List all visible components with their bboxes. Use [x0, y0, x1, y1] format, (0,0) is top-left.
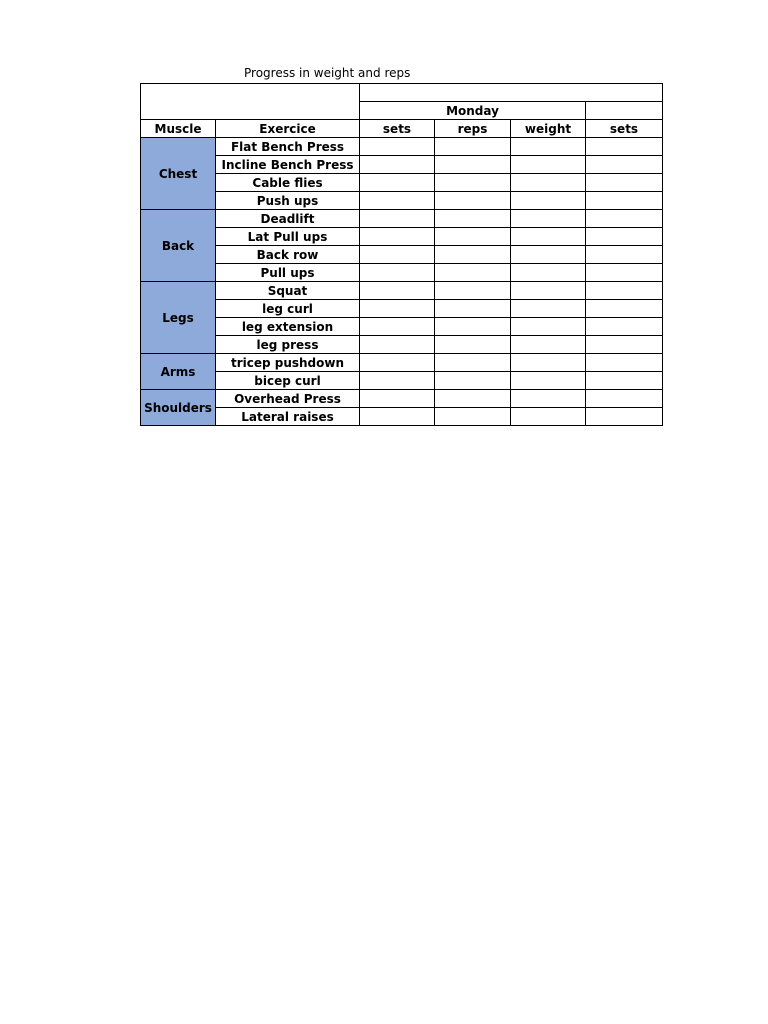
reps-input-cell[interactable] — [435, 354, 511, 372]
sets-col-header-2: sets — [586, 120, 663, 138]
exercise-cell: Overhead Press — [216, 390, 360, 408]
sets-input-cell[interactable] — [360, 372, 435, 390]
table-row — [141, 372, 663, 390]
table-row — [141, 408, 663, 426]
sets-input-cell[interactable] — [360, 318, 435, 336]
sets-input-cell[interactable] — [360, 354, 435, 372]
blank-header-cell — [141, 84, 360, 120]
exercise-cell: tricep pushdown — [216, 354, 360, 372]
table-row — [141, 336, 663, 354]
sets-2-input-cell[interactable] — [586, 354, 663, 372]
sets-2-input-cell[interactable] — [586, 300, 663, 318]
reps-input-cell[interactable] — [435, 390, 511, 408]
sets-input-cell[interactable] — [360, 264, 435, 282]
sets-2-input-cell[interactable] — [586, 264, 663, 282]
exercise-cell: leg curl — [216, 300, 360, 318]
sets-2-input-cell[interactable] — [586, 228, 663, 246]
sets-col-header: sets — [360, 120, 435, 138]
sheet-title: Progress in weight and reps — [244, 66, 411, 80]
sets-input-cell[interactable] — [360, 138, 435, 156]
sets-2-input-cell[interactable] — [586, 390, 663, 408]
exercise-cell: Incline Bench Press — [216, 156, 360, 174]
sets-input-cell[interactable] — [360, 336, 435, 354]
header-row-top — [141, 84, 663, 102]
exercise-cell: Flat Bench Press — [216, 138, 360, 156]
exercise-cell: Pull ups — [216, 264, 360, 282]
sets-2-input-cell[interactable] — [586, 318, 663, 336]
table-row — [141, 192, 663, 210]
reps-input-cell[interactable] — [435, 264, 511, 282]
day-header: Monday — [360, 102, 586, 120]
exercise-cell: Back row — [216, 246, 360, 264]
reps-input-cell[interactable] — [435, 156, 511, 174]
weight-input-cell[interactable] — [511, 372, 586, 390]
sets-input-cell[interactable] — [360, 156, 435, 174]
exercise-cell: Lateral raises — [216, 408, 360, 426]
weight-input-cell[interactable] — [511, 228, 586, 246]
sets-input-cell[interactable] — [360, 408, 435, 426]
weight-input-cell[interactable] — [511, 318, 586, 336]
table-row — [141, 354, 663, 372]
table-row — [141, 156, 663, 174]
sets-2-input-cell[interactable] — [586, 336, 663, 354]
sets-input-cell[interactable] — [360, 282, 435, 300]
table-row — [141, 300, 663, 318]
reps-input-cell[interactable] — [435, 408, 511, 426]
weight-input-cell[interactable] — [511, 210, 586, 228]
weight-input-cell[interactable] — [511, 138, 586, 156]
reps-input-cell[interactable] — [435, 174, 511, 192]
muscle-col-header: Muscle — [141, 120, 216, 138]
reps-col-header: reps — [435, 120, 511, 138]
exercise-cell: Cable flies — [216, 174, 360, 192]
table-row — [141, 282, 663, 300]
sets-2-input-cell[interactable] — [586, 192, 663, 210]
exercise-cell: Deadlift — [216, 210, 360, 228]
exercise-cell: Lat Pull ups — [216, 228, 360, 246]
weight-col-header: weight — [511, 120, 586, 138]
exercise-cell: leg press — [216, 336, 360, 354]
reps-input-cell[interactable] — [435, 336, 511, 354]
sets-2-input-cell[interactable] — [586, 174, 663, 192]
exercise-col-header: Exercice — [216, 120, 360, 138]
sets-input-cell[interactable] — [360, 192, 435, 210]
table-row — [141, 264, 663, 282]
sets-2-input-cell[interactable] — [586, 372, 663, 390]
weight-input-cell[interactable] — [511, 156, 586, 174]
weight-input-cell[interactable] — [511, 354, 586, 372]
sets-2-input-cell[interactable] — [586, 210, 663, 228]
sets-input-cell[interactable] — [360, 390, 435, 408]
muscle-group-cell: Arms — [141, 354, 216, 390]
next-day-header[interactable] — [586, 102, 663, 120]
reps-input-cell[interactable] — [435, 228, 511, 246]
weight-input-cell[interactable] — [511, 390, 586, 408]
exercise-cell: Squat — [216, 282, 360, 300]
sets-input-cell[interactable] — [360, 228, 435, 246]
table-row — [141, 318, 663, 336]
reps-input-cell[interactable] — [435, 318, 511, 336]
sets-input-cell[interactable] — [360, 210, 435, 228]
muscle-group-cell: Shoulders — [141, 390, 216, 426]
sets-2-input-cell[interactable] — [586, 408, 663, 426]
sets-2-input-cell[interactable] — [586, 138, 663, 156]
sets-2-input-cell[interactable] — [586, 156, 663, 174]
table-row — [141, 210, 663, 228]
weight-input-cell[interactable] — [511, 336, 586, 354]
sets-input-cell[interactable] — [360, 300, 435, 318]
sets-2-input-cell[interactable] — [586, 282, 663, 300]
sets-input-cell[interactable] — [360, 174, 435, 192]
sets-input-cell[interactable] — [360, 246, 435, 264]
reps-input-cell[interactable] — [435, 210, 511, 228]
exercise-cell: bicep curl — [216, 372, 360, 390]
top-blank-cell[interactable] — [360, 84, 663, 102]
table-row — [141, 246, 663, 264]
weight-input-cell[interactable] — [511, 192, 586, 210]
reps-input-cell[interactable] — [435, 138, 511, 156]
header-row-columns — [141, 120, 663, 138]
sets-2-input-cell[interactable] — [586, 246, 663, 264]
reps-input-cell[interactable] — [435, 246, 511, 264]
muscle-group-cell: Back — [141, 210, 216, 282]
table-row — [141, 228, 663, 246]
weight-input-cell[interactable] — [511, 408, 586, 426]
table-row — [141, 138, 663, 156]
weight-input-cell[interactable] — [511, 300, 586, 318]
muscle-group-cell: Chest — [141, 138, 216, 210]
weight-input-cell[interactable] — [511, 264, 586, 282]
table-row — [141, 390, 663, 408]
progress-table — [140, 83, 663, 426]
exercise-cell: Push ups — [216, 192, 360, 210]
reps-input-cell[interactable] — [435, 300, 511, 318]
reps-input-cell[interactable] — [435, 372, 511, 390]
weight-input-cell[interactable] — [511, 282, 586, 300]
table-row — [141, 174, 663, 192]
muscle-group-cell: Legs — [141, 282, 216, 354]
reps-input-cell[interactable] — [435, 192, 511, 210]
exercise-cell: leg extension — [216, 318, 360, 336]
weight-input-cell[interactable] — [511, 174, 586, 192]
weight-input-cell[interactable] — [511, 246, 586, 264]
reps-input-cell[interactable] — [435, 282, 511, 300]
